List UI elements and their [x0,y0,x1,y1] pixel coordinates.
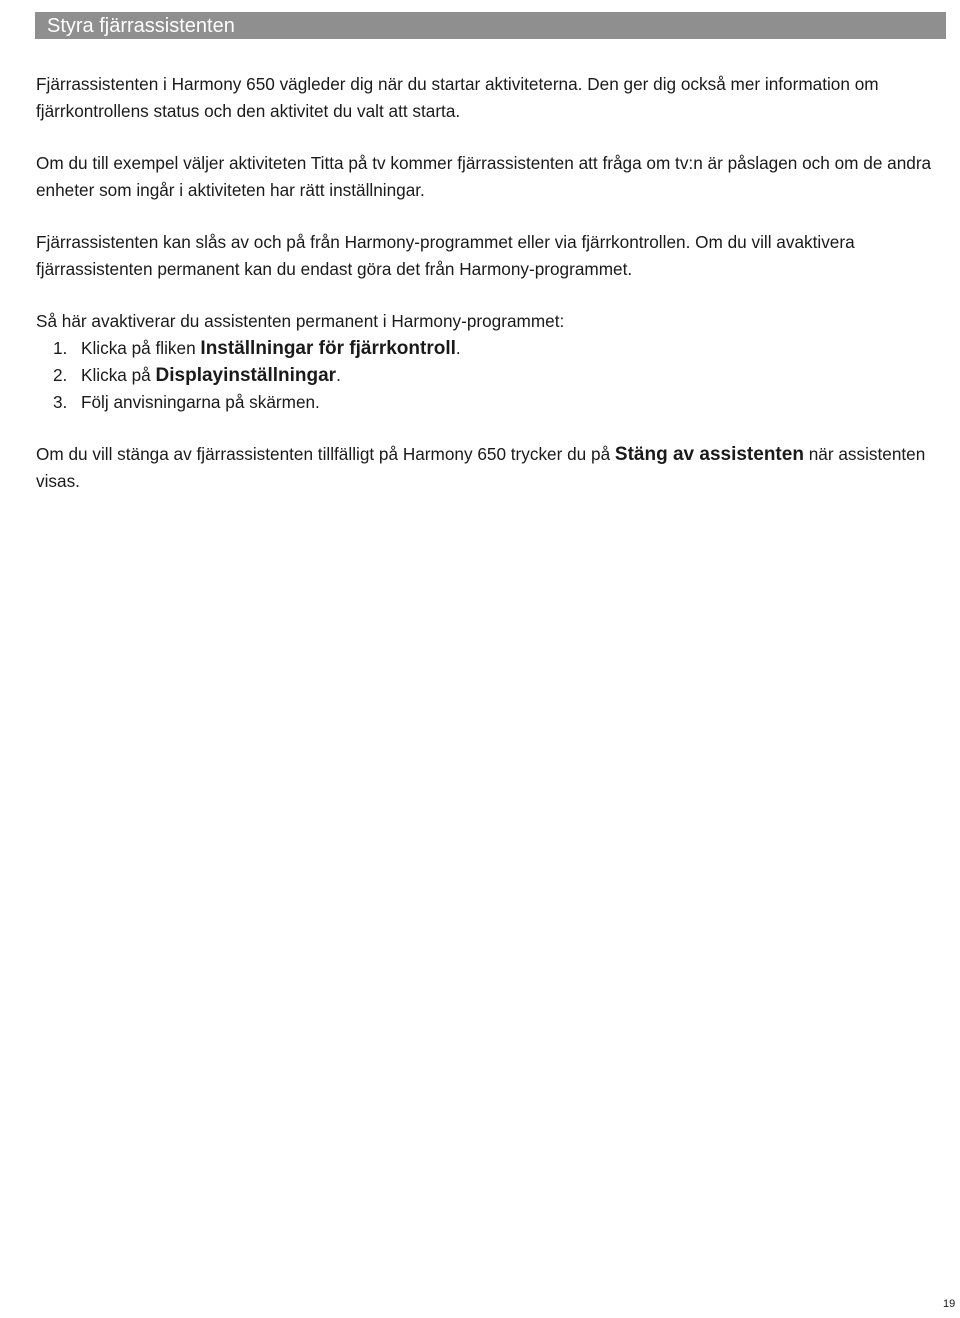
closing-suffix: när assistenten visas. [36,444,926,491]
step-term: Displayinställningar [155,365,337,386]
paragraph-closing [36,441,941,495]
paragraph-example: Om du till exempel väljer aktiviteten Titta på tv kommer fjärrassistenten att fråga om tv:n är påslagen och om de andra enheter som ingår i aktiviteten har rätt inställningar. [36,153,932,200]
step-number: 2. [53,365,68,385]
step-number: 1. [53,338,68,358]
step-text: Klicka på [81,365,156,385]
paragraph-toggle: Fjärrassistenten kan slås av och på från Harmony-programmet eller via fjärrkontrollen. Om du vill avaktivera fjärrassistenten permanent kan du endast göra det från Harmony-programmet. [36,232,855,279]
step-term: Inställningar för fjärrkontroll [200,338,456,359]
steps-list [36,335,941,416]
step-suffix: . [336,365,341,385]
list-item [36,389,941,416]
step-text: Klicka på fliken [81,338,201,358]
closing-text: Om du vill stänga av fjärrassistenten tillfälligt på Harmony 650 trycker du på [36,444,615,464]
document-body [36,71,941,495]
step-text: Följ anvisningarna på skärmen. [81,392,320,412]
step-suffix: . [455,338,461,358]
list-item [36,335,941,362]
paragraph-steps-intro: Så här avaktiverar du assistenten permanent i Harmony-programmet: [36,311,565,331]
page-number: 19 [943,1298,956,1310]
section-title: Styra fjärrassistenten [47,15,235,37]
list-item [36,362,941,389]
paragraph-intro: Fjärrassistenten i Harmony 650 vägleder dig när du startar aktiviteterna. Den ger dig också mer information om fjärrkontrollens status och den aktivitet du valt att starta. [36,74,879,121]
step-number: 3. [53,392,68,412]
closing-term: Stäng av assistenten [614,444,804,465]
section-header [35,12,946,39]
